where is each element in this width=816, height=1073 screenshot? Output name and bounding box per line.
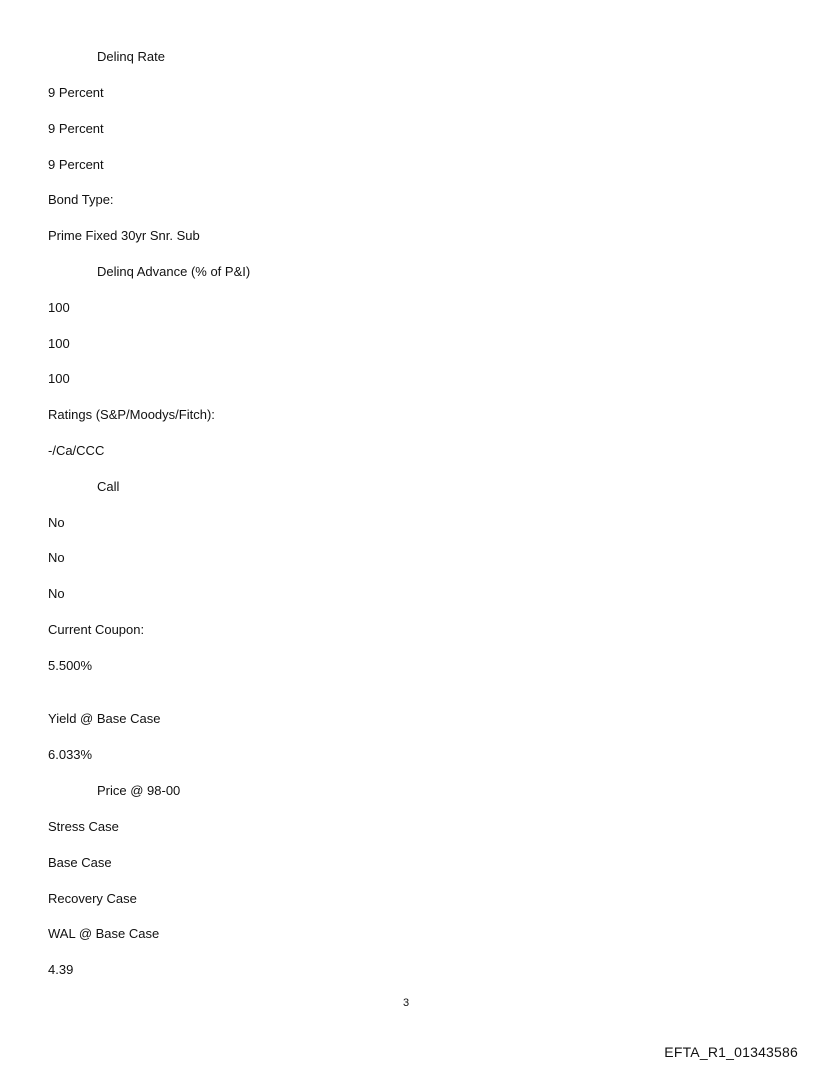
text-line: Call: [97, 479, 120, 494]
text-line: Price @ 98-00: [97, 783, 181, 798]
text-line: 9 Percent: [48, 85, 104, 100]
text-line: 9 Percent: [48, 157, 104, 172]
text-line: 4.39: [48, 962, 74, 977]
text-line: Recovery Case: [48, 891, 137, 906]
text-line: 9 Percent: [48, 121, 104, 136]
text-line: Delinq Rate: [97, 49, 165, 64]
text-line: 100: [48, 336, 70, 351]
page-number: 3: [403, 997, 410, 1009]
text-line: 5.500%: [48, 658, 93, 673]
text-line: No: [48, 515, 65, 530]
text-line: Prime Fixed 30yr Snr. Sub: [48, 228, 200, 243]
text-line: Yield @ Base Case: [48, 711, 161, 726]
text-line: 100: [48, 371, 70, 386]
text-line: Current Coupon:: [48, 622, 145, 637]
document-id: EFTA_R1_01343586: [664, 1044, 798, 1060]
text-line: No: [48, 550, 65, 565]
text-line: -/Ca/CCC: [48, 443, 105, 458]
text-line: Ratings (S&P/Moodys/Fitch):: [48, 407, 215, 422]
text-line: No: [48, 586, 65, 601]
text-line: Delinq Advance (% of P&I): [97, 264, 251, 279]
text-line: Stress Case: [48, 819, 119, 834]
text-line: WAL @ Base Case: [48, 926, 160, 941]
text-line: 100: [48, 300, 70, 315]
text-line: 6.033%: [48, 747, 93, 762]
text-line: Base Case: [48, 855, 112, 870]
text-line: Bond Type:: [48, 192, 114, 207]
